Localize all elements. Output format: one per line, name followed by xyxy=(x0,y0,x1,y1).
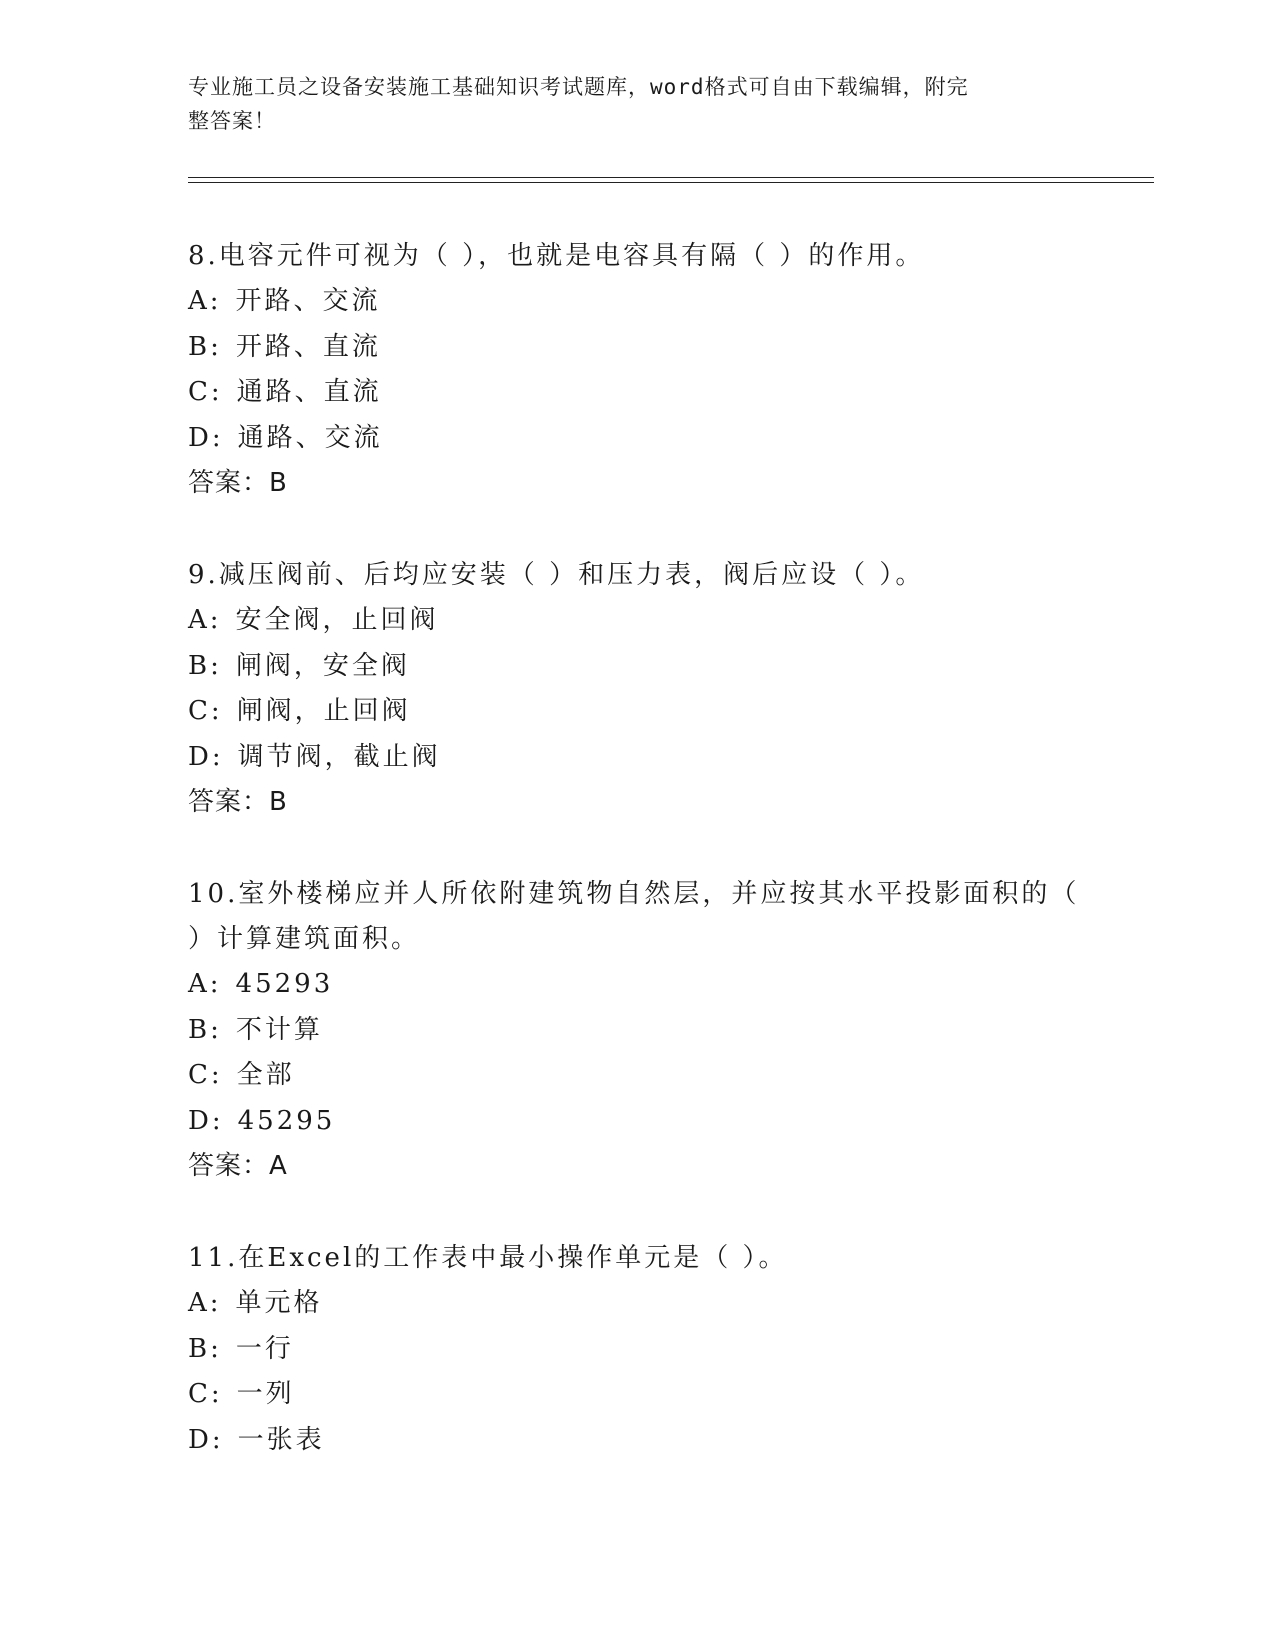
option-c xyxy=(188,1053,1088,1099)
question-9 xyxy=(188,553,1088,825)
answer-label: 答案： xyxy=(188,787,270,817)
answer-value: B xyxy=(269,468,288,498)
option-key: D: xyxy=(188,741,224,772)
option-text: 不计算 xyxy=(235,1014,323,1045)
option-key: C: xyxy=(188,696,223,726)
header-line-2: 整答案！ xyxy=(188,109,276,133)
question-11 xyxy=(188,1236,1088,1463)
option-text: 45295 xyxy=(237,1105,336,1136)
option-d xyxy=(188,735,1088,781)
option-b xyxy=(188,1327,1088,1373)
question-title: 9.减压阀前、后均应安装（ ）和压力表，阀后应设（ ）。 xyxy=(188,560,925,590)
question-title: 8.电容元件可视为（ ），也就是电容具有隔（ ）的作用。 xyxy=(188,241,925,271)
option-a xyxy=(188,279,1088,325)
answer-line xyxy=(188,1144,1088,1189)
option-key: B: xyxy=(188,650,222,681)
answer-label: 答案： xyxy=(188,1151,270,1181)
option-text: 开路、交流 xyxy=(235,286,381,316)
option-c xyxy=(188,1372,1088,1418)
option-d xyxy=(188,416,1088,462)
option-text: 开路、直流 xyxy=(235,331,381,362)
option-text: 一行 xyxy=(235,1333,294,1364)
option-c xyxy=(188,370,1088,416)
option-key: D: xyxy=(188,422,224,453)
option-text: 闸阀，安全阀 xyxy=(235,650,410,681)
option-d xyxy=(188,1099,1088,1145)
option-key: A: xyxy=(188,286,222,316)
question-8 xyxy=(188,234,1088,506)
option-a xyxy=(188,598,1088,644)
option-text: 一张表 xyxy=(237,1424,325,1455)
option-d xyxy=(188,1418,1088,1464)
question-title-line-1: 10.室外楼梯应并人所依附建筑物自然层，并应按其水平投影面积的（ xyxy=(188,879,1080,909)
option-key: A: xyxy=(188,1288,222,1318)
option-key: A: xyxy=(188,969,222,999)
question-10 xyxy=(188,872,1088,1189)
option-text: 45293 xyxy=(235,969,334,999)
answer-line xyxy=(188,780,1088,825)
option-key: C: xyxy=(188,1379,223,1409)
option-key: B: xyxy=(188,331,222,362)
option-c xyxy=(188,689,1088,735)
answer-line xyxy=(188,461,1088,506)
option-text: 全部 xyxy=(236,1060,295,1090)
answer-value: B xyxy=(269,787,288,817)
header-line-1: 专业施工员之设备安装施工基础知识考试题库，word格式可自由下载编辑，附完 xyxy=(188,75,969,99)
header-divider-top xyxy=(188,177,1154,178)
option-key: B: xyxy=(188,1014,222,1045)
option-a xyxy=(188,1281,1088,1327)
option-key: D: xyxy=(188,1424,224,1455)
option-key: D: xyxy=(188,1105,224,1136)
header-divider-bottom xyxy=(188,182,1154,183)
option-text: 通路、直流 xyxy=(236,377,382,407)
option-key: B: xyxy=(188,1333,222,1364)
option-text: 闸阀，止回阀 xyxy=(236,696,411,726)
option-text: 调节阀，截止阀 xyxy=(237,741,441,772)
option-text: 单元格 xyxy=(235,1288,323,1318)
document-header xyxy=(188,70,1068,138)
option-b xyxy=(188,644,1088,690)
option-key: C: xyxy=(188,377,223,407)
option-text: 安全阀，止回阀 xyxy=(235,605,439,635)
option-a xyxy=(188,962,1088,1008)
option-key: A: xyxy=(188,605,222,635)
option-text: 一列 xyxy=(236,1379,295,1409)
option-text: 通路、交流 xyxy=(237,422,383,453)
answer-label: 答案： xyxy=(188,468,270,498)
question-title: 11.在Excel的工作表中最小操作单元是（ ）。 xyxy=(188,1243,788,1273)
option-b xyxy=(188,1008,1088,1054)
option-b xyxy=(188,325,1088,371)
question-title-line-2: ）计算建筑面积。 xyxy=(188,924,421,954)
answer-value: A xyxy=(269,1151,288,1181)
option-key: C: xyxy=(188,1060,223,1090)
